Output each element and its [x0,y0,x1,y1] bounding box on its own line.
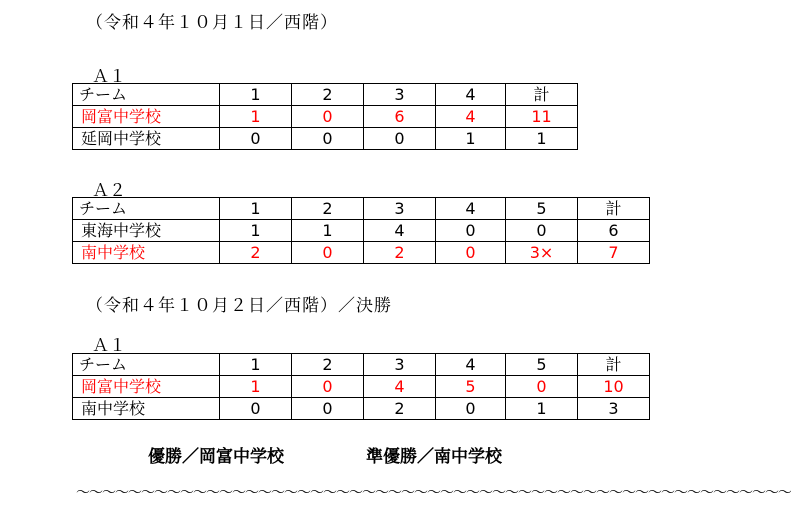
header-inning-5: 5 [506,198,578,220]
score-cell: 0 [292,242,364,264]
score-cell: 1 [292,220,364,242]
header-total: 計 [506,84,578,106]
header-team: チーム [73,198,220,220]
day2-block1-label: Ａ１ [92,336,126,356]
score-cell: 0 [292,376,364,398]
score-cell: 4 [436,106,506,128]
score-cell: 0 [292,398,364,420]
total-cell: 7 [578,242,650,264]
total-cell: 3 [578,398,650,420]
score-cell: 2 [364,242,436,264]
score-cell: 0 [220,398,292,420]
header-inning-1: 1 [220,84,292,106]
score-cell: 1 [220,220,292,242]
score-cell: 0 [436,398,506,420]
team-name: 南中学校 [73,242,220,264]
day1-block1-table [72,83,578,150]
header-inning-4: 4 [436,354,506,376]
header-inning-4: 4 [436,198,506,220]
total-cell: 1 [506,128,578,150]
score-cell: 0 [364,128,436,150]
day1-block2-table [72,197,650,264]
day2-heading: （令和４年１０月２日／西階）／決勝 [86,296,392,316]
header-inning-3: 3 [364,354,436,376]
day1-block1-label: Ａ１ [92,67,126,87]
score-cell: 6 [364,106,436,128]
total-cell: 11 [506,106,578,128]
table-row [73,128,578,150]
header-total: 計 [578,354,650,376]
team-name: 南中学校 [73,398,220,420]
header-inning-5: 5 [506,354,578,376]
header-inning-2: 2 [292,84,364,106]
header-inning-2: 2 [292,354,364,376]
team-name: 岡富中学校 [73,106,220,128]
header-team: チーム [73,84,220,106]
score-cell: 1 [220,106,292,128]
table-row [73,106,578,128]
score-cell: 1 [506,398,578,420]
score-cell: 3× [506,242,578,264]
score-cell: 2 [220,242,292,264]
score-cell: 0 [506,220,578,242]
table-header-row [73,198,650,220]
score-cell: 0 [292,128,364,150]
day1-heading: （令和４年１０月１日／西階） [86,13,338,33]
score-cell: 4 [364,376,436,398]
table-row [73,398,650,420]
header-inning-4: 4 [436,84,506,106]
header-inning-3: 3 [364,198,436,220]
score-cell: 1 [220,376,292,398]
team-name: 岡富中学校 [73,376,220,398]
table-header-row [73,354,650,376]
table-header-row [73,84,578,106]
header-inning-2: 2 [292,198,364,220]
score-cell: 0 [506,376,578,398]
score-cell: 0 [292,106,364,128]
score-cell: 4 [364,220,436,242]
score-cell: 0 [220,128,292,150]
header-total: 計 [578,198,650,220]
score-cell: 0 [436,242,506,264]
score-cell: 5 [436,376,506,398]
header-inning-1: 1 [220,354,292,376]
total-cell: 10 [578,376,650,398]
day2-block1-table [72,353,650,420]
header-inning-3: 3 [364,84,436,106]
separator-line: 〜〜〜〜〜〜〜〜〜〜〜〜〜〜〜〜〜〜〜〜〜〜〜〜〜〜〜〜〜〜〜〜〜〜〜〜〜〜〜〜〜〜〜〜〜〜〜〜〜〜〜〜〜〜〜 [76,485,791,501]
day1-block2-label: Ａ２ [92,181,126,201]
header-inning-1: 1 [220,198,292,220]
score-cell: 1 [436,128,506,150]
total-cell: 6 [578,220,650,242]
team-name: 延岡中学校 [73,128,220,150]
table-row [73,376,650,398]
winner-text: 優勝／岡富中学校 [148,447,284,467]
table-row [73,242,650,264]
table-row [73,220,650,242]
runner-up-text: 準優勝／南中学校 [366,447,502,467]
score-cell: 0 [436,220,506,242]
header-team: チーム [73,354,220,376]
team-name: 東海中学校 [73,220,220,242]
score-cell: 2 [364,398,436,420]
